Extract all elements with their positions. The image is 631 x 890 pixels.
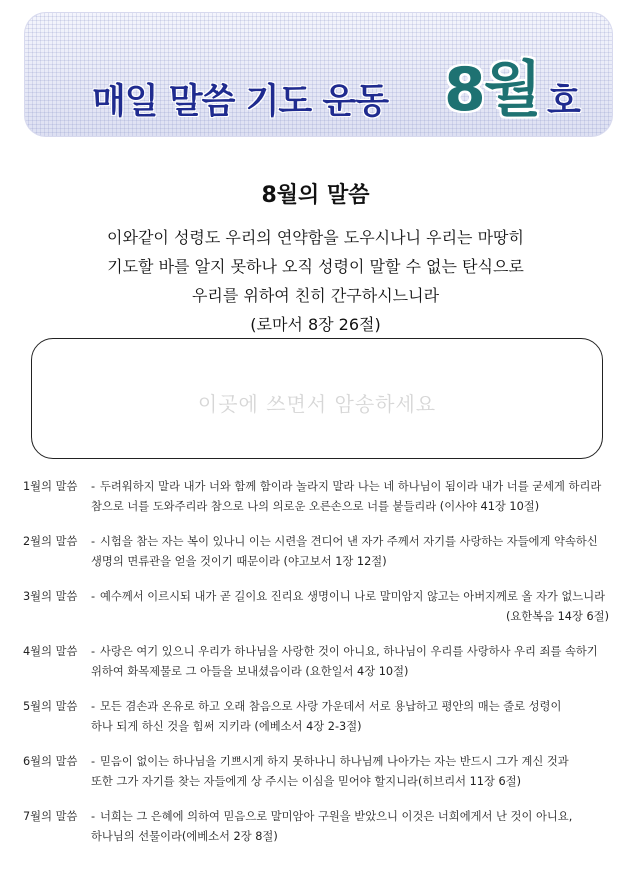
verse-text (0, 223, 631, 339)
separator-dash: - (90, 480, 96, 493)
month-label: 5월의 말씀 (23, 700, 78, 713)
banner-suffix: 호 (547, 82, 581, 122)
separator-dash: - (90, 700, 96, 713)
banner-month: 8월 (444, 55, 540, 125)
list-item-june (23, 752, 613, 792)
month-label: 3월의 말씀 (23, 590, 78, 603)
separator-dash: - (90, 535, 96, 548)
banner-title: 매일 말씀 기도 운동 (92, 82, 389, 122)
verse-reference: (로마서 8장 26절) (250, 315, 381, 334)
separator-dash: - (90, 645, 96, 658)
month-verse-line1: 모든 겸손과 온유로 하고 오래 참음으로 사랑 가운데서 서로 용납하고 평안의 매는 줄로 성령이 (100, 700, 562, 713)
verse-line: 이와같이 성령도 우리의 연약함을 도우시나니 우리는 마땅히 (107, 228, 524, 247)
month-label: 4월의 말씀 (23, 645, 78, 658)
month-verse-line2: 하나님의 선물이라(에베소서 2장 8절) (91, 830, 278, 843)
verse-line: 기도할 바를 알지 못하나 오직 성령이 말할 수 없는 탄식으로 (107, 257, 524, 276)
list-item-may (23, 697, 613, 737)
month-verse-line2: 또한 그가 자기를 찾는 자들에게 상 주시는 이심을 믿어야 할지니라(히브리서 11장 6절) (91, 775, 522, 788)
list-item-april (23, 642, 613, 682)
month-verse-line2: 위하여 화목제물로 그 아들을 보내셨음이라 (요한일서 4장 10절) (91, 665, 409, 678)
verse-title: 8월의 말씀 (261, 183, 370, 208)
month-label: 6월의 말씀 (23, 755, 78, 768)
month-label: 2월의 말씀 (23, 535, 78, 548)
separator-dash: - (90, 590, 96, 603)
month-verse-line2: 생명의 면류관을 얻을 것이기 때문이라 (야고보서 1장 12절) (91, 555, 387, 568)
month-verse-line1: 너희는 그 은혜에 의하여 믿음으로 말미암아 구원을 받았으니 이것은 너희에게서 난 것이 아니요, (100, 810, 573, 823)
month-verse-line1: 두려워하지 말라 내가 너와 함께 함이라 놀라지 말라 나는 네 하나님이 됨이라 내가 너를 굳세게 하리라 (100, 480, 602, 493)
month-label: 7월의 말씀 (23, 810, 78, 823)
list-item-march (23, 587, 613, 627)
separator-dash: - (90, 810, 96, 823)
writing-box-placeholder: 이곳에 쓰면서 암송하세요 (197, 392, 437, 416)
month-verse-line1: 예수께서 이르시되 내가 곧 길이요 진리요 생명이니 나로 말미암지 않고는 아버지께로 올 자가 없느니라 (100, 590, 606, 603)
month-verse-line2: 하나 되게 하신 것을 힘써 지키라 (에베소서 4장 2-3절) (91, 720, 362, 733)
month-verse-line1: 믿음이 없이는 하나님을 기쁘시게 하지 못하나니 하나님께 나아가는 자는 반드시 그가 계신 것과 (100, 755, 569, 768)
list-item-february (23, 532, 613, 572)
header-banner (24, 12, 613, 137)
verse-line: 우리를 위하여 친히 간구하시느니라 (191, 286, 440, 305)
month-label: 1월의 말씀 (23, 480, 78, 493)
list-item-january (23, 477, 613, 517)
month-verse-line2: 참으로 너를 도와주리라 참으로 나의 의로운 오른손으로 너를 붙들리라 (이사야 41장 10절) (91, 500, 540, 513)
month-verse-line1: 사랑은 여기 있으니 우리가 하나님을 사랑한 것이 아니요, 하나님이 우리를 사랑하사 우리 죄를 속하기 (100, 645, 598, 658)
memorization-writing-box[interactable] (31, 338, 603, 459)
month-verse-line1: 시험을 참는 자는 복이 있나니 이는 시련을 견디어 낸 자가 주께서 자기를 사랑하는 자들에게 약속하신 (100, 535, 598, 548)
month-verse-line2: (요한복음 14장 6절) (505, 610, 609, 623)
monthly-verse-list (23, 477, 613, 847)
list-item-july (23, 807, 613, 847)
separator-dash: - (90, 755, 96, 768)
